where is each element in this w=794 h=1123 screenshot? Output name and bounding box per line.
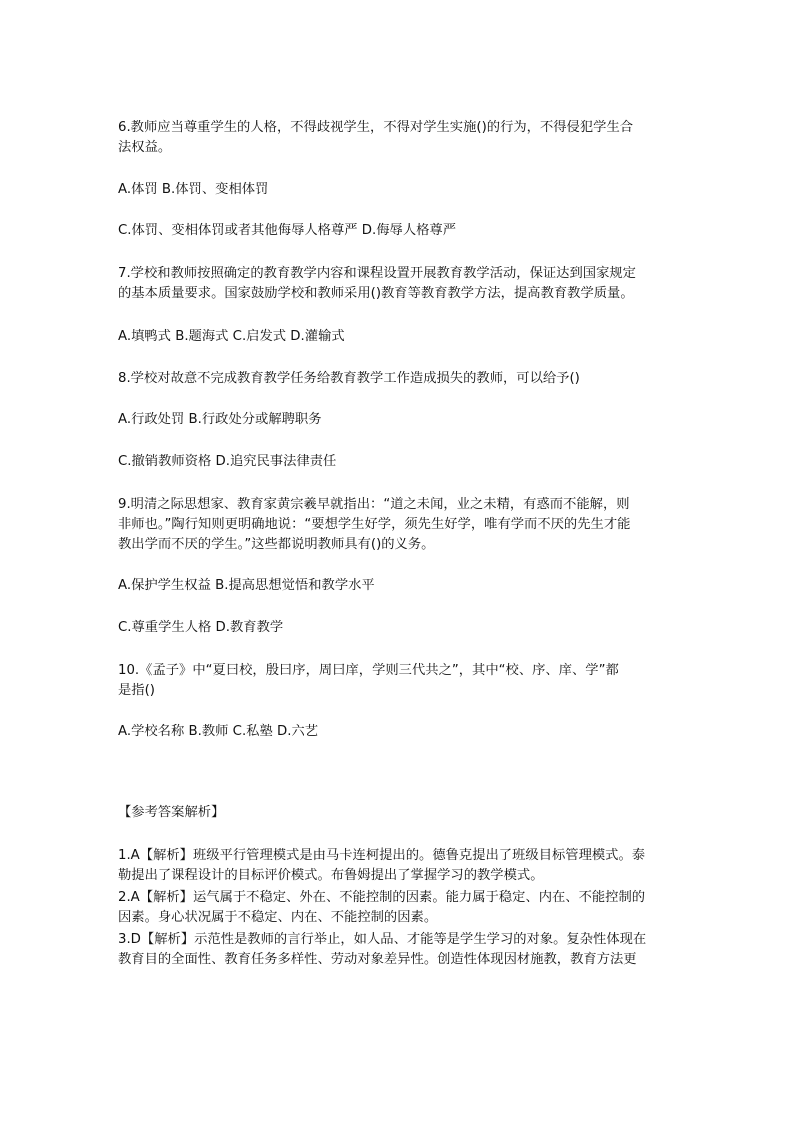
question-8-stem: 8.学校对故意不完成教育教学任务给教育教学工作造成损失的教师，可以给予() (118, 371, 580, 386)
question-10-options: A.学校名称 B.教师 C.私塾 D.六艺 (118, 724, 319, 739)
text-line: 6.教师应当尊重学生的人格，不得歧视学生，不得对学生实施()的行为，不得侵犯学生合 (118, 120, 634, 135)
question-9-options-ab: A.保护学生权益 B.提高思想觉悟和教学水平 (118, 578, 375, 593)
text-line: 的基本质量要求。国家鼓励学校和教师采用()教育等教育教学方法，提高教育教学质量。 (118, 286, 634, 301)
question-9-options-cd: C.尊重学生人格 D.教育教学 (118, 620, 284, 635)
text-line: 非师也。”陶行知则更明确地说：“要想学生好学，须先生好学，唯有学而不厌的先生才能 (118, 517, 631, 532)
question-8-options-ab: A.行政处罚 B.行政处分或解聘职务 (118, 412, 322, 427)
answers-heading: 【参考答案解析】 (118, 805, 225, 820)
question-6-options-cd: C.体罚、变相体罚或者其他侮辱人格尊严 D.侮辱人格尊严 (118, 223, 457, 238)
text-line: 7.学校和教师按照确定的教育教学内容和课程设置开展教育教学活动，保证达到国家规定 (118, 266, 636, 281)
text-line: 教育目的全面性、教育任务多样性、劳动对象差异性。创造性体现因材施教，教育方法更 (118, 952, 637, 967)
text-line: 勒提出了课程设计的目标评价模式。布鲁姆提出了掌握学习的教学模式。 (118, 868, 544, 883)
question-7-options: A.填鸭式 B.题海式 C.启发式 D.灌输式 (118, 329, 345, 344)
question-8-options-cd: C.撤销教师资格 D.追究民事法律责任 (118, 454, 337, 469)
question-6-options-ab: A.体罚 B.体罚、变相体罚 (118, 182, 269, 197)
text-line: 3.D【解析】示范性是教师的言行举止，如人品、才能等是学生学习的对象。复杂性体现在 (118, 932, 647, 947)
question-9-stem (118, 495, 688, 555)
text-line: 9.明清之际思想家、教育家黄宗羲早就指出：“道之未闻，业之未精，有惑而不能解，则 (118, 497, 630, 512)
question-7-stem (118, 264, 688, 304)
question-10-stem (118, 661, 688, 701)
text-line: 法权益。 (118, 140, 172, 155)
text-line: 1.A【解析】班级平行管理模式是由马卡连柯提出的。德鲁克提出了班级目标管理模式。泰 (118, 848, 646, 863)
answer-1 (118, 846, 688, 886)
question-6-stem (118, 118, 688, 158)
text-line: 教出学而不厌的学生。”这些都说明教师具有()的义务。 (118, 537, 435, 552)
text-line: 因素。身心状况属于不稳定、内在、不能控制的因素。 (118, 910, 438, 925)
text-line: 10.《孟子》中“夏曰校，殷曰序，周曰庠，学则三代共之”，其中“校、序、庠、学”都 (118, 663, 619, 678)
answer-2 (118, 888, 688, 928)
text-line: 是指() (118, 683, 155, 698)
answer-3 (118, 930, 688, 970)
text-line: 2.A【解析】运气属于不稳定、外在、不能控制的因素。能力属于稳定、内在、不能控制的 (118, 890, 646, 905)
